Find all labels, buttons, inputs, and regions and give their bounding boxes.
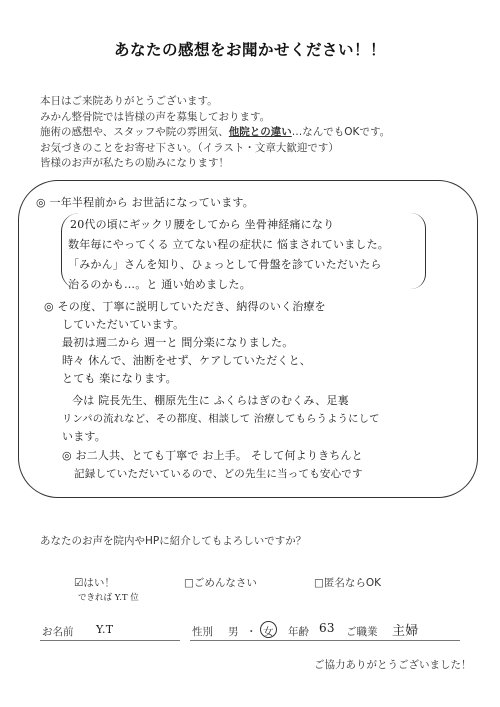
name-underline	[40, 640, 180, 641]
handwritten-line-15: 記録していただいているので、どの先生に当っても安心です	[74, 468, 363, 480]
intro-line-4: お気づきのことをお寄せ下さい。（イラスト・文章大歓迎です）	[40, 141, 339, 154]
gender-female: 女	[263, 626, 274, 638]
name-value: Y.T	[96, 623, 114, 636]
intro-line-3-post: …なんでもOKです。	[291, 126, 391, 139]
handwritten-line-13: います。	[62, 430, 106, 443]
occupation-value: 主婦	[392, 624, 419, 639]
checkbox-icon[interactable]: □	[184, 577, 194, 589]
intro-line-3-underlined: 他院との違い	[228, 126, 292, 139]
handwritten-line-4: 「みかん」さんを知り、ひょっとして骨盤を診ていただいたら	[68, 258, 382, 271]
handwritten-line-7: していただいています。	[62, 318, 185, 331]
details-underline	[190, 640, 460, 641]
intro-line-3	[40, 125, 460, 141]
comment-bracket-right	[411, 213, 426, 289]
intro-line-5: 皆様のお声が私たちの励みになります！	[40, 157, 229, 170]
intro-line-3-pre: 施術の感想や、スタッフや院の雰囲気、	[40, 126, 229, 139]
thanks-text: ご協力ありがとうございました！	[314, 659, 472, 671]
page-title: あなたの感想をお聞かせください！！	[113, 41, 386, 59]
intro-line-1: 本日はご来院ありがとうございます。	[40, 95, 218, 107]
occupation-label: ご職業	[346, 626, 378, 638]
checkbox-icon[interactable]: □	[314, 577, 324, 589]
age-value: 63	[319, 621, 335, 635]
checkbox-checked-icon[interactable]: ☑	[74, 577, 84, 589]
handwritten-line-11: 今は 院長先生、棚原先生に ふくらはぎのむくみ、足裏	[72, 394, 349, 407]
handwritten-line-5: 治るのかも…。と 通い始めました。	[68, 278, 251, 291]
publish-question: あなたのお声を院内やHPに紹介してもよろしいですか？	[40, 535, 307, 547]
handwritten-line-6: ◎ その度、丁寧に説明していただき、納得のいく治療を	[44, 300, 326, 313]
option-yes[interactable]	[74, 575, 115, 590]
option-no[interactable]	[184, 575, 257, 590]
handwritten-line-8: 最初は週二から 週一と 間分楽になりました。	[62, 336, 294, 349]
intro-line-2: みかん整骨院では皆様の声を募集しております。	[40, 110, 271, 123]
handwritten-line-14: ◎ お二人共、とても丁寧で お上手。 そして何よりきちんと	[62, 449, 363, 462]
option-yes-note: できれば Y.T 位	[78, 593, 139, 603]
gender-separator: ・	[246, 626, 257, 638]
option-anonymous[interactable]	[314, 575, 381, 590]
name-label: お名前	[42, 626, 74, 638]
intro-text	[40, 94, 460, 172]
handwritten-line-9: 時々 休んで、油断をせず、ケアしていただくと、	[62, 354, 311, 367]
handwritten-line-12: リンパの流れなど、その都度、相談して 治療してもらうようにして	[62, 413, 380, 425]
option-yes-label: はい！	[83, 577, 115, 589]
handwritten-line-10: とても 楽になります。	[62, 372, 177, 385]
handwritten-line-1: ◎ 一年半程前から お世話になっています。	[36, 196, 254, 209]
option-no-label: ごめんなさい	[193, 577, 257, 589]
handwritten-line-3: 数年毎にやってくる 立てない程の症状に 悩まされていました。	[68, 238, 389, 251]
gender-label: 性別	[192, 626, 213, 638]
gender-male: 男	[228, 626, 239, 638]
option-anonymous-label: 匿名ならOK	[323, 577, 382, 589]
handwritten-line-2: 20代の頃にギックリ腰をしてから 坐骨神経痛になり	[70, 218, 335, 231]
age-label: 年齢	[288, 626, 309, 638]
